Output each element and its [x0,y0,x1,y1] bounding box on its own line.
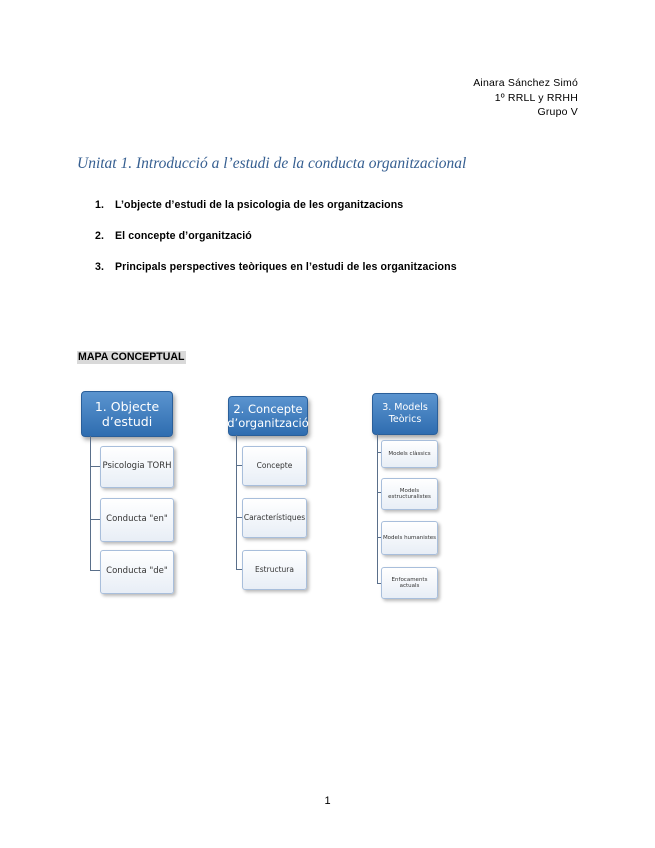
concept-map-item: Característiques [242,498,307,538]
concept-map-item: Enfocaments actuals [381,567,438,599]
concept-map-item: Models clàssics [381,440,438,468]
course-name: 1º RRLL y RRHH [494,91,578,104]
concept-map-item: Models estructuralistes [381,478,438,510]
connector [90,519,100,520]
unit-title: Unitat 1. Introducció a l’estudi de la conducta organitzacional [77,155,467,172]
concept-map-col2-head: 2. Concepte d’organització [228,396,308,436]
toc-item: 1. L’objecte d’estudi de la psicologia de les organitzacions [95,199,404,211]
concept-map-item: Conducta "de" [100,550,174,594]
concept-map-col1-head: 1. Objecte d’estudi [81,391,173,437]
connector [90,466,100,467]
section-title: MAPA CONCEPTUAL [78,351,185,363]
concept-map-item: Concepte [242,446,307,486]
connector [90,436,91,570]
page-number: 1 [324,795,331,807]
concept-map-item: Models humanistes [381,521,438,555]
connector [90,570,100,571]
author-name: Ainara Sánchez Simó [473,77,578,89]
concept-map-item: Psicologia TORH [100,446,174,488]
concept-map-item: Estructura [242,550,307,590]
connector [236,435,237,569]
author-header [473,76,578,120]
toc-item: 2. El concepte d’organització [95,230,252,242]
connector [377,434,378,583]
concept-map-col3-head: 3. Models Teòrics [372,393,438,435]
group-name: Grupo V [537,106,578,118]
toc-item: 3. Principals perspectives teòriques en l’estudi de les organitzacions [95,261,457,273]
concept-map-item: Conducta "en" [100,498,174,542]
table-of-contents [95,199,457,292]
